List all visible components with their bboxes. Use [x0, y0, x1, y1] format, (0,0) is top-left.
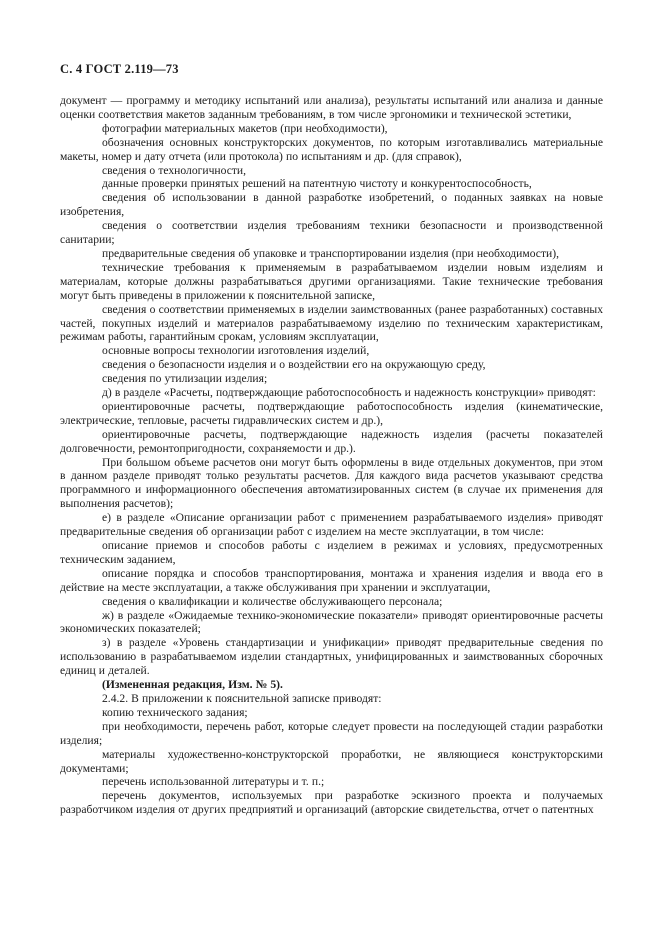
paragraph: сведения о технологичности, — [102, 163, 247, 177]
paragraph-amendment-note: (Измененная редакция, Изм. № 5). — [102, 678, 283, 692]
paragraph: предварительные сведения об упаковке и транспортировании изделия (при необходимости), — [102, 246, 559, 260]
paragraph: сведения о квалификации и количестве обслуживающего персонала; — [102, 594, 443, 608]
paragraph: данные проверки принятых решений на патентную чистоту и конкурентоспособность, — [102, 177, 532, 191]
paragraph: описание порядка и способов транспортирования, монтажа и хранения изделия и ввода его в действие на месте эксплуатации, а также обслуживания при хранении и эксплуатации, — [60, 566, 603, 594]
paragraph: сведения о соответствии применяемых в изделии заимствованных (ранее разработанных) составных частей, покупных изделий и материалов разрабатываемому изделию по техническим характеристикам, режимам работы, гарантийным срокам, условиям эксплуатации, — [60, 302, 603, 344]
paragraph: описание приемов и способов работы с изделием в режимах и условиях, предусмотренных техническим заданием, — [60, 539, 603, 566]
paragraph: перечень использованной литературы и т. п.; — [102, 775, 325, 789]
document-body — [60, 94, 603, 817]
paragraph: ориентировочные расчеты, подтверждающие работоспособность изделия (кинематические, электрические, тепловые, расчеты гидравлических систем и др.), — [60, 399, 603, 427]
paragraph: перечень документов, используемых при разработке эскизного проекта и получаемых разработчиком изделия от других предприятий и организаций (авторские свидетельства, отчет о патентных — [60, 789, 603, 817]
paragraph: сведения об использовании в данной разработке изобретений, о поданных заявках на новые изобретения, — [60, 191, 603, 219]
paragraph: ориентировочные расчеты, подтверждающие надежность изделия (расчеты показателей долговечности, ремонтопригодности, сохраняемости и др.). — [60, 427, 603, 455]
paragraph: ж) в разделе «Ожидаемые технико-экономические показатели» приводят ориентировочные расчеты экономических показателей; — [60, 608, 603, 636]
paragraph: основные вопросы технологии изготовления изделий, — [102, 344, 370, 358]
page-header: С. 4 ГОСТ 2.119—73 — [60, 62, 179, 76]
paragraph: технические требования к применяемым в разрабатываемом изделии новым изделиям и материалам, которые должны разрабатываться другими организациями. Такие технические требования могут быть приведены в приложении к пояснительной записке, — [60, 260, 603, 302]
paragraph: сведения по утилизации изделия; — [102, 372, 268, 386]
paragraph: сведения о безопасности изделия и о воздействии его на окружающую среду, — [102, 358, 486, 372]
paragraph-section-2-4-2: 2.4.2. В приложении к пояснительной записке приводят: — [102, 691, 382, 705]
paragraph: При большом объеме расчетов они могут быть оформлены в виде отдельных документов, при этом в данном разделе приводят только результаты расчетов. Для каждого вида расчетов указывают средства программного и информационного обеспечения автоматизированных систем (в случае их применения для выполнения расчетов); — [60, 455, 603, 511]
paragraph: при необходимости, перечень работ, которые следует провести на последующей стадии разработки изделия; — [60, 719, 603, 747]
paragraph: д) в разделе «Расчеты, подтверждающие работоспособность и надежность конструкции» приводят: — [102, 386, 596, 400]
paragraph: фотографии материальных макетов (при необходимости), — [102, 121, 388, 135]
paragraph: документ — программу и методику испытаний или анализа), результаты испытаний или анализа и данные оценки соответствия макетов заданным требованиям, в том числе эргономики и технической эстетики, — [60, 94, 603, 121]
paragraph: з) в разделе «Уровень стандартизации и унификации» приводят предварительные сведения по использованию в разрабатываемом изделии стандартных, унифицированных и заимствованных сборочных единиц и деталей. — [60, 636, 603, 678]
paragraph: сведения о соответствии изделия требованиям техники безопасности и производственной санитарии; — [60, 219, 603, 247]
paragraph: материалы художественно-конструкторской проработки, не являющиеся конструкторскими документами; — [60, 747, 603, 775]
paragraph: копию технического задания; — [102, 705, 248, 719]
paragraph: е) в разделе «Описание организации работ с применением разрабатываемого изделия» приводят предварительные сведения об организации работ с изделием на месте эксплуатации, в том числе: — [60, 511, 603, 539]
paragraph: обозначения основных конструкторских документов, по которым изготавливались материальные макеты, номер и дату отчета (или протокола) по испытаниям и др. (для справок), — [60, 135, 603, 163]
